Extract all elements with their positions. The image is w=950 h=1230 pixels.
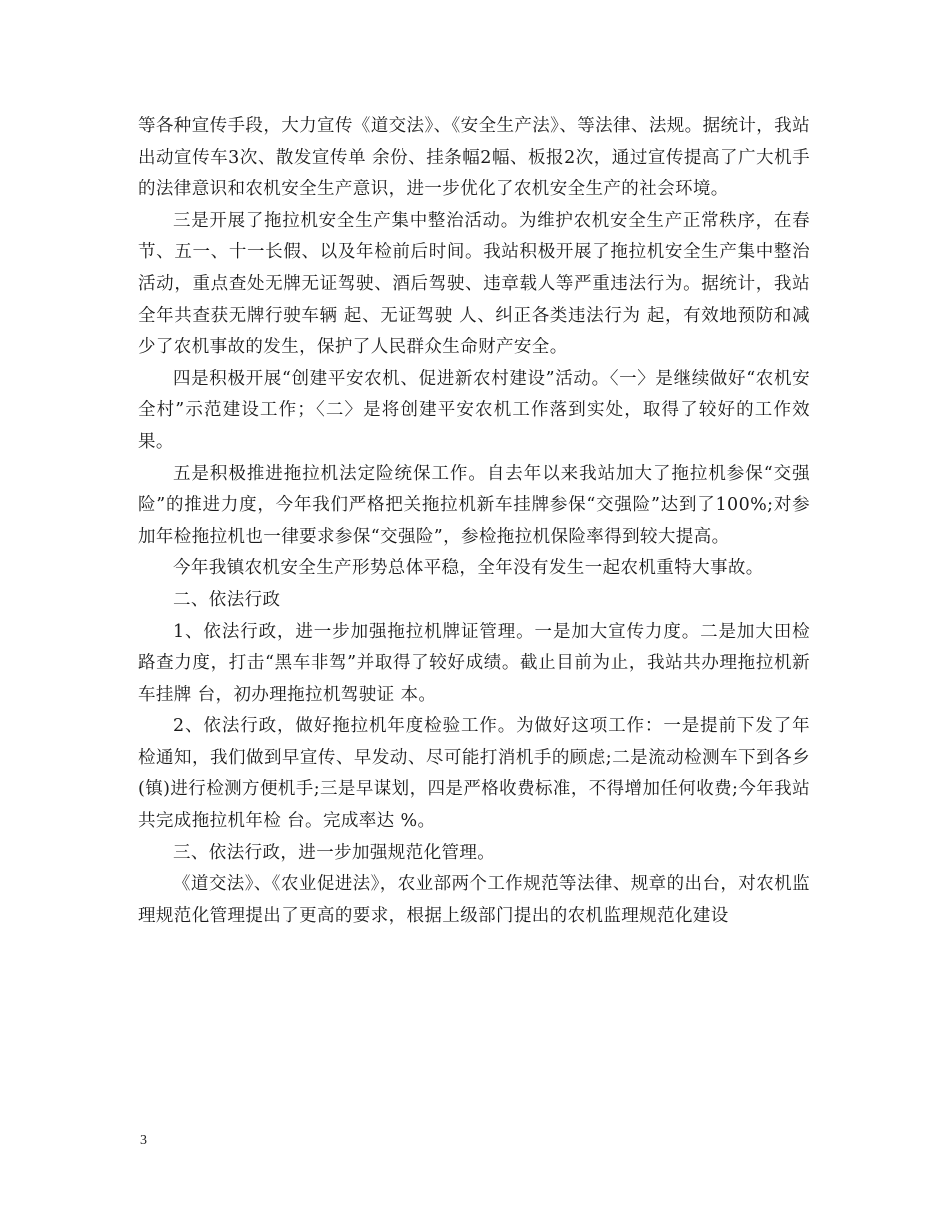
section-heading-3: 三、依法行政，进一步加强规范化管理。 [173,842,496,863]
document-body [138,111,810,932]
section-heading-2: 二、依法行政 [173,589,281,610]
page-number: 3 [140,1133,147,1148]
paragraph-5: 今年我镇农机安全生产形势总体平稳，全年没有发生一起农机重特大事故。 [173,558,764,579]
paragraph-4: 五是积极推进拖拉机法定险统保工作。自去年以来我站加大了拖拉机参保“交强险”的推进力度，今年我们严格把关拖拉机新车挂牌参保“交强险”达到了100%;对参加年检拖拉机也一律要求参保“交强险”，参检拖拉机保险率得到较大提高。 [138,463,810,547]
paragraph-7: 1、依法行政，进一步加强拖拉机牌证管理。一是加大宣传力度。二是加大田检路查力度，打击“黑车非驾”并取得了较好成绩。截止目前为止，我站共办理拖拉机新车挂牌 台，初办理拖拉机驾驶证 本。 [138,621,810,705]
paragraph-10: 《道交法》、《农业促进法》，农业部两个工作规范等法律、规章的出台，对农机监理规范化管理提出了更高的要求，根据上级部门提出的农机监理规范化建设 [138,874,810,926]
paragraph-1: 等各种宣传手段，大力宣传《道交法》、《安全生产法》、等法律、法规。据统计，我站出动宣传车3次、散发宣传单 余份、挂条幅2幅、板报2次，通过宣传提高了广大机手的法律意识和农机安全生产意识，进一步优化了农机安全生产的社会环境。 [138,116,810,200]
paragraph-3: 四是积极开展“创建平安农机、促进新农村建设”活动。〈一〉是继续做好“农机安全村”示范建设工作；〈二〉是将创建平安农机工作落到实处，取得了较好的工作效果。 [138,368,810,452]
paragraph-2: 三是开展了拖拉机安全生产集中整治活动。为维护农机安全生产正常秩序，在春节、五一、十一长假、以及年检前后时间。我站积极开展了拖拉机安全生产集中整治活动，重点查处无牌无证驾驶、酒后驾驶、违章载人等严重违法行为。据统计，我站全年共查获无牌行驶车辆 起、无证驾驶 人、纠正各类违法行为 起，有效地预防和减少了农机事故的发生，保护了人民群众生命财产安全。 [138,210,810,358]
paragraph-8: 2、依法行政，做好拖拉机年度检验工作。为做好这项工作：一是提前下发了年检通知，我们做到早宣传、早发动、尽可能打消机手的顾虑;二是流动检测车下到各乡(镇)进行检测方便机手;三是早谋划，四是严格收费标准，不得增加任何收费;今年我站共完成拖拉机年检 台。完成率达 %。 [138,716,810,832]
